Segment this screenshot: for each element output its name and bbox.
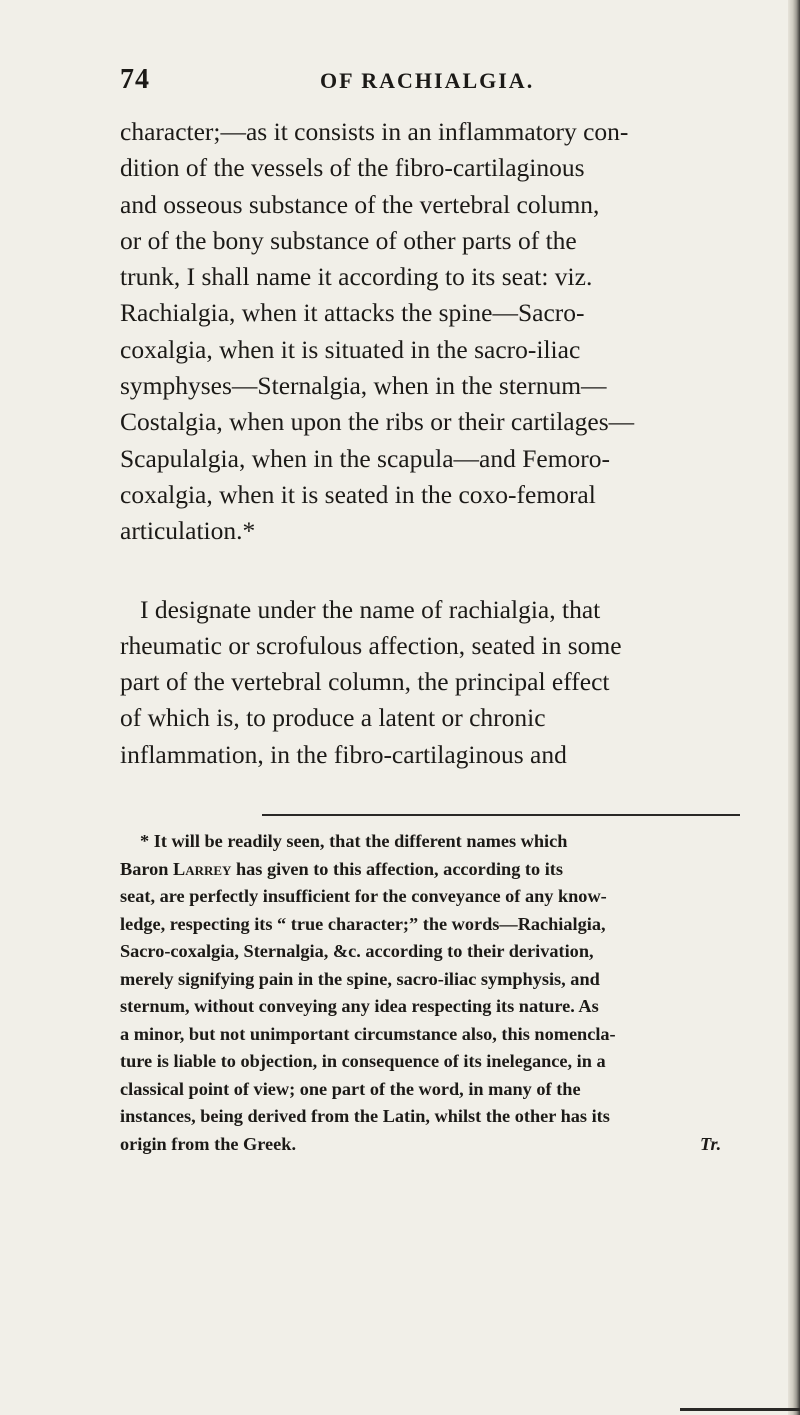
text-line: of which is, to produce a latent or chronic <box>120 703 546 733</box>
page-number: 74 <box>120 64 150 95</box>
footnote-text: Baron <box>120 858 173 879</box>
text-line: symphyses—Sternalgia, when in the sternum— <box>120 371 607 401</box>
text-line: inflammation, in the fibro-cartilaginous and <box>120 739 567 769</box>
footnote-last-line <box>120 1131 740 1159</box>
footnote-line: merely signifying pain in the spine, sacro-iliac symphysis, and <box>120 968 600 989</box>
footnote-line: seat, are perfectly insufficient for the conveyance of any know- <box>120 886 607 906</box>
footnote <box>120 828 740 1158</box>
footnote-line: instances, being derived from the Latin, whilst the other has its <box>120 1106 610 1126</box>
paragraph-gap <box>120 550 740 592</box>
text-line: rheumatic or scrofulous affection, seated in some <box>120 630 622 660</box>
page-edge-shadow <box>788 0 800 1415</box>
footnote-line: ledge, respecting its “ true character;” the words—Rachialgia, <box>120 913 606 934</box>
page-header <box>120 64 730 104</box>
text-line: or of the bony substance of other parts of the <box>120 225 577 255</box>
footnote-line: * It will be readily seen, that the different names which <box>140 831 568 851</box>
text-line: I designate under the name of rachialgia, that <box>140 594 601 624</box>
running-title: OF RACHIALGIA. <box>320 68 535 93</box>
footnote-line: a minor, but not unimportant circumstance also, this nomencla- <box>120 1023 616 1044</box>
paragraph-1 <box>120 114 740 550</box>
text-line: dition of the vessels of the fibro-cartilaginous <box>120 153 585 183</box>
text-line: coxalgia, when it is seated in the coxo-femoral <box>120 479 596 509</box>
body-text <box>120 114 740 773</box>
text-line: coxalgia, when it is situated in the sacro-iliac <box>120 334 581 364</box>
footnote-line: sternum, without conveying any idea respecting its nature. As <box>120 996 599 1016</box>
page-edge-bottom-mark <box>680 1408 800 1411</box>
footnote-line: classical point of view; one part of the word, in many of the <box>120 1078 581 1099</box>
footnote-line: ture is liable to objection, in consequence of its inelegance, in a <box>120 1051 606 1071</box>
text-line: and osseous substance of the vertebral column, <box>120 189 600 219</box>
paragraph-2 <box>120 592 740 773</box>
text-line: Rachialgia, when it attacks the spine—Sacro- <box>120 298 585 328</box>
footnote-line <box>120 856 740 884</box>
author-name: Larrey <box>173 858 232 879</box>
text-line: character;—as it consists in an inflammatory con- <box>120 117 629 146</box>
text-line: trunk, I shall name it according to its seat: viz. <box>120 262 593 292</box>
footnote-text: has given to this affection, according to its <box>231 858 564 879</box>
text-line: Scapulalgia, when in the scapula—and Femoro- <box>120 443 611 473</box>
text-line: articulation.* <box>120 516 256 546</box>
text-line: part of the vertebral column, the principal effect <box>120 667 610 697</box>
text-line: Costalgia, when upon the ribs or their cartilages— <box>120 407 635 437</box>
footnote-line: Sacro-coxalgia, Sternalgia, &c. according to their derivation, <box>120 941 594 961</box>
footnote-divider <box>262 814 740 816</box>
footnote-text: origin from the Greek. <box>120 1133 297 1154</box>
translator-signature: Tr. <box>700 1133 722 1154</box>
